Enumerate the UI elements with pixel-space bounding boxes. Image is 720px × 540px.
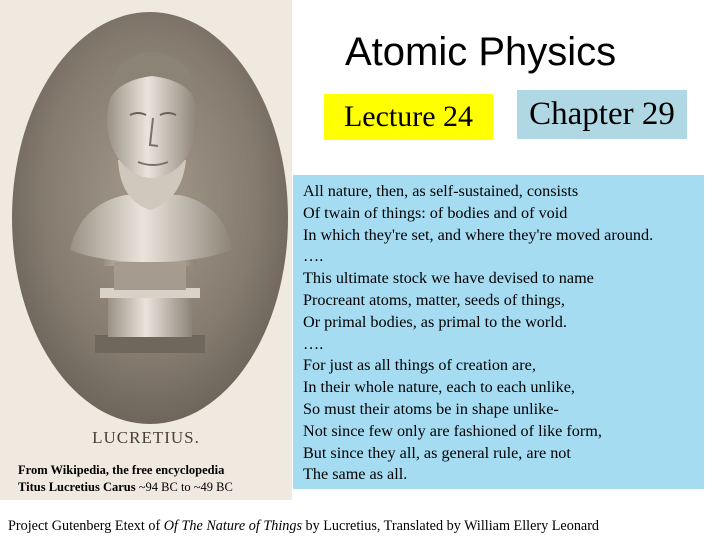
- image-caption: [18, 462, 288, 496]
- caption-dates: ~94 BC to ~49 BC: [135, 480, 233, 494]
- poem-line: ….: [303, 247, 324, 266]
- page-title: Atomic Physics: [345, 30, 617, 74]
- caption-name: Titus Lucretius Carus: [18, 480, 136, 494]
- poem-line: All nature, then, as self-sustained, consists: [303, 182, 579, 200]
- poem-line: But since they all, as general rule, are not: [303, 443, 571, 462]
- poem-line: In which they're set, and where they're moved around.: [303, 225, 654, 244]
- footer-prefix: Project Gutenberg Etext of: [8, 518, 164, 534]
- bust-illustration: [0, 0, 292, 500]
- lucretius-portrait: [0, 0, 292, 500]
- poem-line: Procreant atoms, matter, seeds of things,: [303, 290, 565, 309]
- footer-book-title: Of The Nature of Things: [163, 518, 302, 534]
- poem-line: The same as all.: [303, 465, 408, 484]
- poem-line: So must their atoms be in shape unlike-: [303, 399, 559, 418]
- poem-line: This ultimate stock we have devised to name: [303, 269, 594, 288]
- caption-source: From Wikipedia, the free encyclopedia: [18, 463, 225, 477]
- source-footer: [8, 518, 599, 535]
- footer-suffix: by Lucretius, Translated by William Ellery Leonard: [301, 518, 600, 534]
- bust-name-plate: LUCRETIUS.: [92, 428, 200, 447]
- poem-line: ….: [303, 334, 324, 353]
- chapter-label: Chapter 29: [517, 90, 687, 139]
- poem-line: Or primal bodies, as primal to the world.: [303, 312, 567, 331]
- poem-line: For just as all things of creation are,: [303, 356, 536, 375]
- poem-line: In their whole nature, each to each unlike,: [303, 378, 575, 397]
- poem-line: Not since few only are fashioned of like form,: [303, 421, 602, 440]
- lecture-label: Lecture 24: [324, 94, 493, 140]
- poem-line: Of twain of things: of bodies and of void: [303, 203, 568, 222]
- poem-box: [293, 175, 704, 489]
